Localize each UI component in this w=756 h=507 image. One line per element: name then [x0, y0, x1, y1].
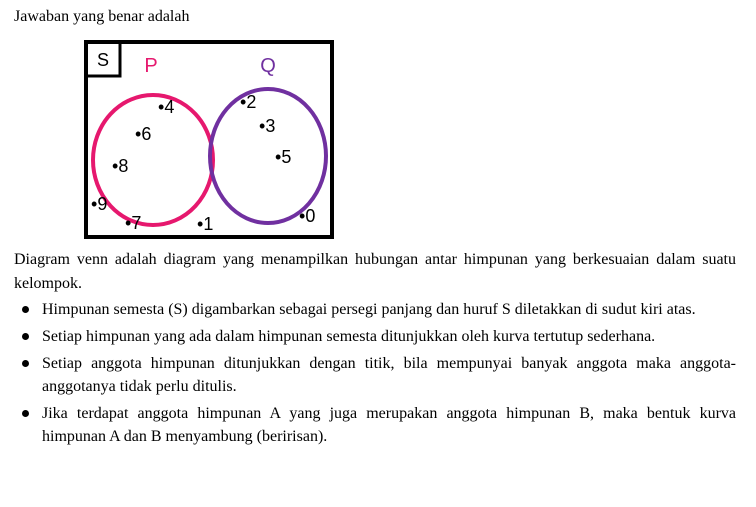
list-item-text: Setiap himpunan yang ada dalam himpunan semesta ditunjukkan oleh kurva tertutup sederhana. — [42, 328, 656, 345]
outside-member: •0 — [299, 206, 316, 226]
outside-member: •9 — [91, 194, 108, 214]
list-item-text: Himpunan semesta (S) digambarkan sebagai persegi panjang dan huruf S diletakkan di sudut kiri atas. — [42, 301, 696, 318]
answer-heading: Jawaban yang benar adalah — [14, 8, 190, 25]
set-q-circle — [210, 89, 326, 223]
set-p-member: •4 — [158, 97, 175, 117]
rules-list — [14, 298, 736, 452]
set-p-member: •6 — [135, 124, 152, 144]
set-q-label: Q — [260, 55, 276, 77]
list-item-text: Jika terdapat anggota himpunan A yang juga merupakan anggota himpunan B, maka bentuk kurva himpunan A dan B menyambung (beririsan). — [42, 405, 736, 445]
set-q-member: •2 — [240, 92, 257, 112]
bullet-dot-icon — [22, 410, 29, 417]
list-item — [14, 352, 736, 398]
venn-diagram — [80, 38, 336, 240]
universe-label: S — [96, 50, 110, 70]
bullet-dot-icon — [22, 333, 29, 340]
definition-paragraph: Diagram venn adalah diagram yang menampilkan hubungan antar himpunan yang berkesuaian dalam suatu kelompok. — [14, 251, 736, 292]
list-item — [14, 298, 736, 321]
bullet-dot-icon — [22, 360, 29, 367]
list-item — [14, 325, 736, 348]
set-p-circle — [93, 95, 213, 225]
set-p-label: P — [144, 55, 158, 77]
list-item — [14, 402, 736, 448]
set-p-member: •8 — [112, 156, 129, 176]
outside-member: •7 — [125, 213, 142, 233]
set-q-member: •5 — [275, 147, 292, 167]
bullet-dot-icon — [22, 306, 29, 313]
list-item-text: Setiap anggota himpunan ditunjukkan dengan titik, bila mempunyai banyak anggota maka anggota-anggotanya tidak perlu ditulis. — [42, 355, 736, 395]
set-q-member: •3 — [259, 116, 276, 136]
outside-member: •1 — [197, 214, 214, 234]
